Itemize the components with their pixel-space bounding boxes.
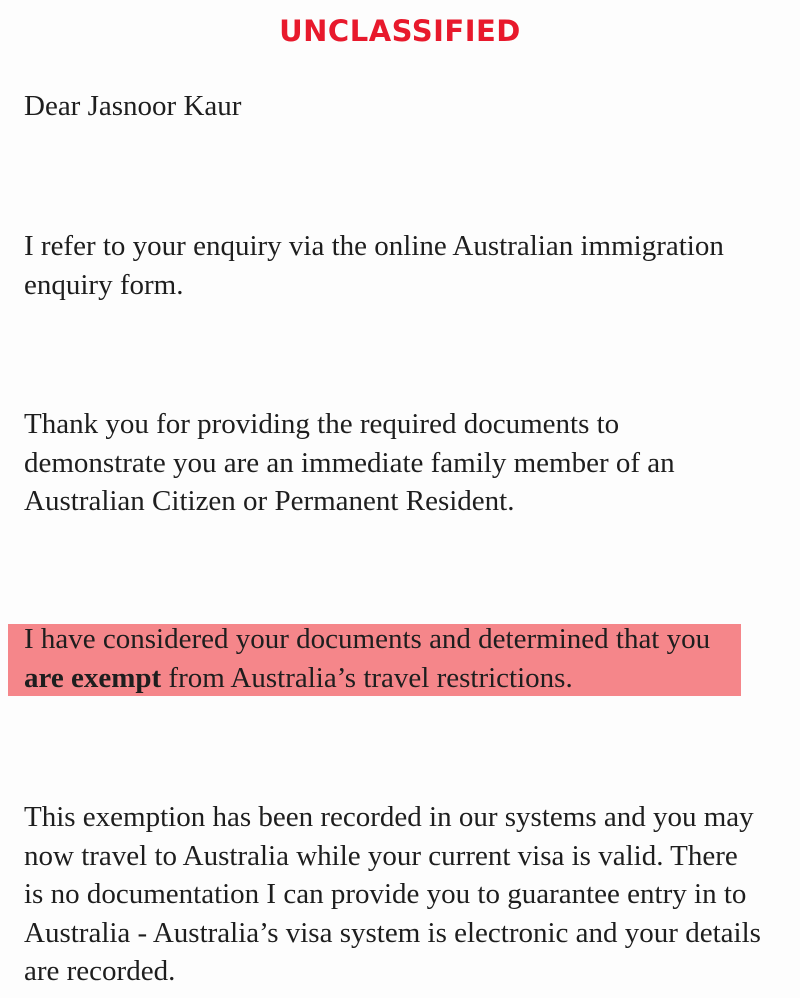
classification-marking: UNCLASSIFIED (279, 14, 521, 48)
exemption-text-after: from Australia’s travel restrictions. (161, 661, 573, 694)
paragraph-exemption-decision (24, 620, 744, 697)
salutation: Dear Jasnoor Kaur (24, 90, 242, 122)
paragraph-exemption-recorded: This exemption has been recorded in our systems and you may now travel to Australia while your current visa is valid. There is no documentation I can provide you to guarantee entry in to Australia - Australia’s visa system is electronic and your details are recorded. (24, 801, 761, 987)
exemption-text-before: I have considered your documents and determined that you (24, 623, 711, 655)
paragraph-thanks: Thank you for providing the required documents to demonstrate you are an immediate family member of an Australian Citizen or Permanent Resident. (24, 408, 675, 517)
paragraph-enquiry-reference: I refer to your enquiry via the online Australian immigration enquiry form. (24, 230, 724, 301)
exemption-bold-text: are exempt (24, 661, 162, 694)
